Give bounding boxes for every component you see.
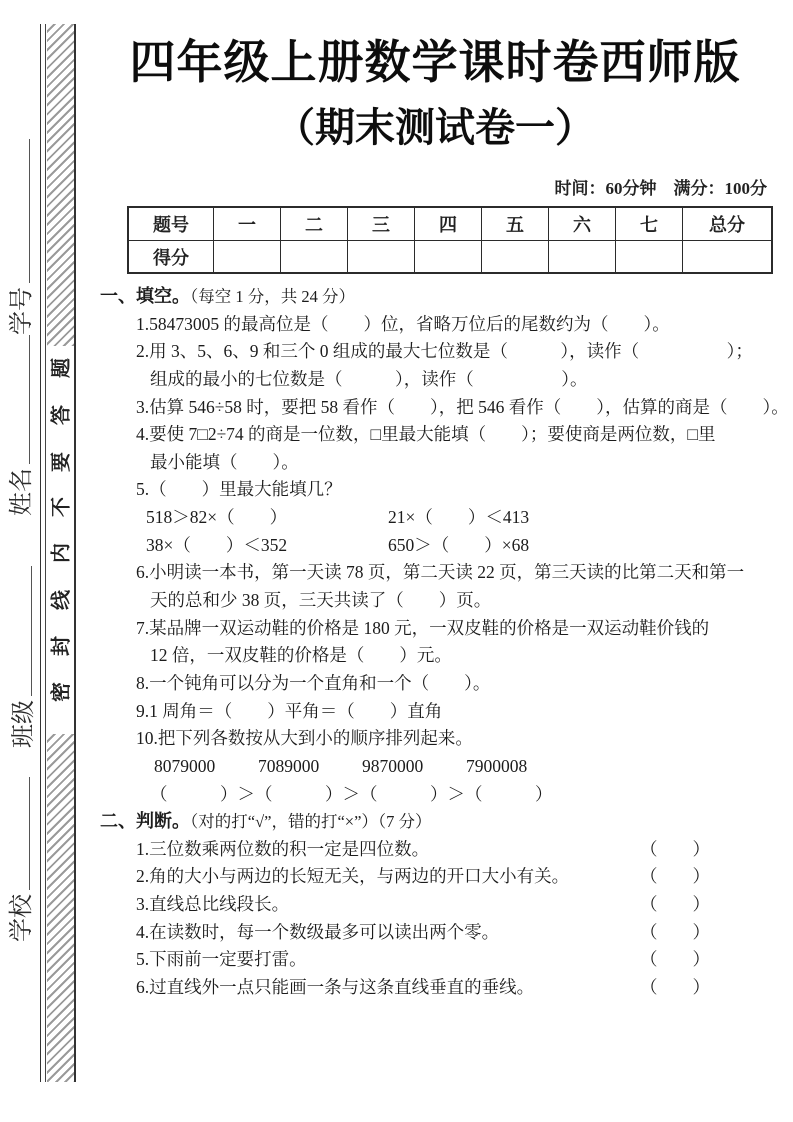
student-name-field bbox=[6, 335, 36, 516]
page-subtitle: （期末测试卷一） bbox=[275, 106, 595, 150]
header-cell-3: 三 bbox=[348, 207, 415, 241]
fill-q2-line1: 2.用 3、5、6、9 和三个 0 组成的最大七位数是（ ），读作（ ）； bbox=[136, 341, 753, 362]
judge-q1-answer-paren: （ ） bbox=[640, 838, 710, 859]
class-label: 班级 bbox=[11, 700, 37, 748]
fill-q10: 10.把下列各数按从大到小的顺序排列起来。 bbox=[136, 728, 473, 749]
score-cell bbox=[214, 241, 281, 274]
section-1-points-note: （每空 1 分，共 24 分） bbox=[190, 287, 355, 306]
score-table bbox=[127, 206, 773, 274]
header-cell-question-number: 题号 bbox=[128, 207, 214, 241]
score-cell bbox=[683, 241, 773, 274]
score-cell bbox=[616, 241, 683, 274]
header-cell-2: 二 bbox=[281, 207, 348, 241]
judge-q6-text: 6.过直线外一点只能画一条与这条直线垂直的垂线。 bbox=[136, 977, 535, 998]
fill-q5-row2 bbox=[100, 532, 778, 560]
header-cell-5: 五 bbox=[482, 207, 549, 241]
student-name-blank-line bbox=[29, 335, 30, 464]
fill-q5-expr-4: 650＞（ ）×68 bbox=[388, 534, 530, 555]
judge-q4 bbox=[100, 919, 778, 947]
fill-q9: 9.1 周角＝（ ）平角＝（ ）直角 bbox=[136, 700, 443, 721]
fill-q2-line2: 组成的最小的七位数是（ ），读作（ ）。 bbox=[150, 368, 588, 389]
time-and-score-info: 时间：60分钟 满分：100分 bbox=[554, 179, 767, 198]
score-cell bbox=[348, 241, 415, 274]
seal-hatch-top bbox=[47, 24, 74, 346]
seal-char: 密 bbox=[50, 682, 73, 702]
fill-q5-expr-1: 518＞82×（ ） bbox=[146, 507, 288, 528]
judge-q4-answer-paren: （ ） bbox=[640, 921, 710, 942]
seal-hatch-bottom bbox=[47, 734, 74, 1082]
fill-q5: 5.（ ）里最大能填几？ bbox=[136, 479, 342, 500]
fill-q6-line1: 6.小明读一本书，第一天读 78 页，第二天读 22 页，第三天读的比第二天和第一 bbox=[136, 562, 745, 583]
judge-q6 bbox=[100, 974, 778, 1002]
judge-q5-answer-paren: （ ） bbox=[640, 949, 710, 970]
score-cell bbox=[482, 241, 549, 274]
header-cell-4: 四 bbox=[415, 207, 482, 241]
header-cell-7: 七 bbox=[616, 207, 683, 241]
fill-q3: 3.估算 546÷58 时，要把 58 看作（ ），把 546 看作（ ），估算的商是（ ）。 bbox=[136, 396, 789, 417]
header-cell-1: 一 bbox=[214, 207, 281, 241]
school-label: 学校 bbox=[9, 894, 35, 942]
judge-q2-answer-paren: （ ） bbox=[640, 866, 710, 887]
seal-char: 要 bbox=[50, 452, 73, 472]
score-cell bbox=[415, 241, 482, 274]
section-1-title: 一、填空。 bbox=[100, 286, 190, 306]
school-blank-line bbox=[29, 777, 30, 890]
fill-q7-line2: 12 倍，一双皮鞋的价格是（ ）元。 bbox=[150, 645, 452, 666]
judge-q5 bbox=[100, 946, 778, 974]
fill-q10-answer-blanks: （ ）＞（ ）＞（ ）＞（ ） bbox=[150, 783, 553, 804]
fill-q4-line2: 最小能填（ ）。 bbox=[150, 451, 299, 472]
page-title: 四年级上册数学课时卷西师版 bbox=[129, 36, 741, 88]
fill-q10-number-3: 9870000 bbox=[362, 755, 424, 776]
class-blank-line bbox=[31, 566, 32, 696]
fill-q8: 8.一个钝角可以分为一个直角和一个（ ）。 bbox=[136, 672, 491, 693]
fill-q6-line2: 天的总和少 38 页，三天共读了（ ）页。 bbox=[150, 590, 492, 611]
fill-q10-number-1: 8079000 bbox=[154, 755, 216, 776]
fill-q10-number-2: 7089000 bbox=[258, 755, 320, 776]
score-cell bbox=[281, 241, 348, 274]
seal-char: 封 bbox=[50, 636, 73, 656]
fill-q5-expr-3: 38×（ ）＜352 bbox=[146, 534, 288, 555]
seal-char: 题 bbox=[50, 358, 73, 378]
section-2-points-note: （对的打“√”，错的打“×”）（7 分） bbox=[190, 812, 432, 832]
section-2-heading bbox=[100, 808, 778, 836]
header-cell-6: 六 bbox=[549, 207, 616, 241]
question-body bbox=[100, 283, 789, 1002]
student-name-label: 姓名 bbox=[9, 468, 35, 516]
judge-q3 bbox=[100, 891, 778, 919]
fill-q7-line1: 7.某品牌一双运动鞋的价格是 180 元，一双皮鞋的价格是一双运动鞋价钱的 bbox=[136, 617, 710, 638]
student-id-blank-line bbox=[29, 139, 30, 283]
score-row-label: 得分 bbox=[128, 241, 214, 274]
student-id-label: 学号 bbox=[9, 287, 35, 335]
seal-char: 答 bbox=[50, 405, 73, 425]
header-cell-total: 总分 bbox=[683, 207, 773, 241]
fill-q5-expr-2: 21×（ ）＜413 bbox=[388, 507, 530, 528]
class-field bbox=[8, 566, 38, 748]
fill-q1: 1.58473005 的最高位是（ ）位，省略万位后的尾数约为（ ）。 bbox=[136, 313, 670, 334]
judge-q4-text: 4.在读数时，每一个数级最多可以读出两个零。 bbox=[136, 921, 500, 942]
seal-char: 线 bbox=[50, 590, 73, 610]
judge-q3-text: 3.直线总比线段长。 bbox=[136, 894, 290, 915]
fill-q10-numbers bbox=[100, 753, 778, 781]
judge-q1 bbox=[100, 836, 778, 864]
section-2-title: 二、判断。 bbox=[100, 811, 190, 832]
score-cell bbox=[549, 241, 616, 274]
section-1-heading bbox=[100, 283, 778, 311]
fill-q10-number-4: 7900008 bbox=[466, 755, 528, 776]
judge-q2 bbox=[100, 863, 778, 891]
score-table-score-row bbox=[128, 241, 772, 274]
school-field bbox=[6, 777, 36, 942]
judge-q1-text: 1.三位数乘两位数的积一定是四位数。 bbox=[136, 838, 430, 859]
judge-q2-text: 2.角的大小与两边的长短无关，与两边的开口大小有关。 bbox=[136, 866, 570, 887]
judge-q6-answer-paren: （ ） bbox=[640, 977, 710, 998]
student-id-field bbox=[6, 139, 36, 335]
seal-line-strip bbox=[40, 24, 76, 1082]
seal-char: 不 bbox=[50, 497, 73, 517]
fill-q5-row1 bbox=[100, 504, 778, 532]
seal-char: 内 bbox=[50, 543, 73, 563]
score-table-header-row bbox=[128, 207, 772, 241]
judge-q5-text: 5.下雨前一定要打雷。 bbox=[136, 949, 307, 970]
fill-q4-line1: 4.要使 7□2÷74 的商是一位数，□里最大能填（ ）；要使商是两位数，□里 bbox=[136, 424, 716, 445]
judge-q3-answer-paren: （ ） bbox=[640, 894, 710, 915]
